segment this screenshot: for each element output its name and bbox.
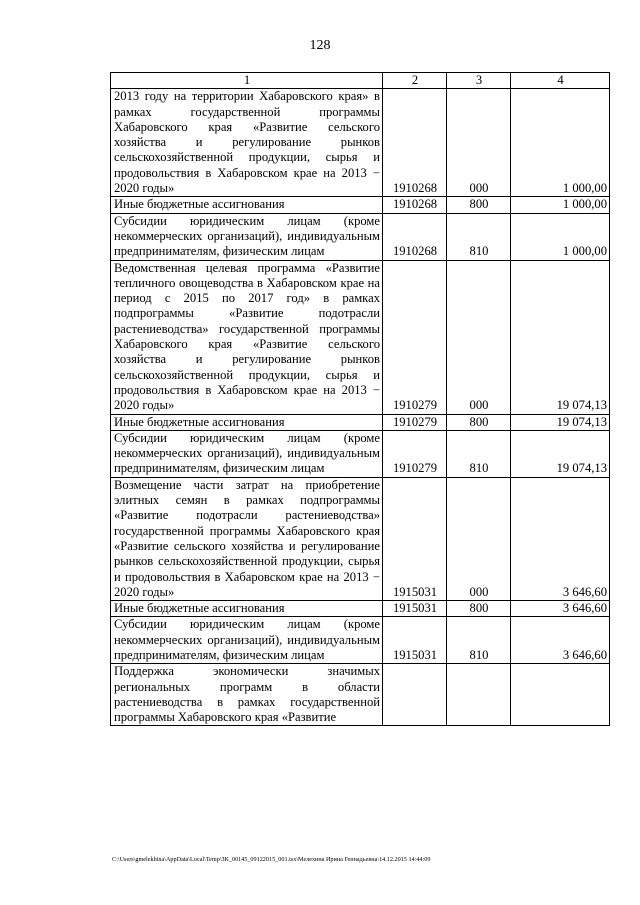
table-row xyxy=(111,601,610,617)
table-row xyxy=(111,617,610,664)
row-amount: 1 000,00 xyxy=(511,213,610,260)
table-row xyxy=(111,213,610,260)
column-header: 2 xyxy=(383,73,447,89)
row-expense-type: 810 xyxy=(447,617,511,664)
row-amount: 3 646,60 xyxy=(511,617,610,664)
table-row xyxy=(111,260,610,414)
row-code: 1915031 xyxy=(383,477,447,600)
row-expense-type: 800 xyxy=(447,601,511,617)
table-row xyxy=(111,430,610,477)
row-expense-type: 800 xyxy=(447,197,511,213)
row-description: Субсидии юридическим лицам (кроме некоммерческих организаций), индивидуальным предпринимателям, физическим лицам xyxy=(111,617,383,664)
budget-table xyxy=(110,72,610,726)
row-code: 1910268 xyxy=(383,213,447,260)
row-expense-type: 000 xyxy=(447,89,511,197)
row-code: 1915031 xyxy=(383,617,447,664)
row-amount: 19 074,13 xyxy=(511,430,610,477)
row-expense-type: 810 xyxy=(447,430,511,477)
row-expense-type: 000 xyxy=(447,477,511,600)
row-amount: 1 000,00 xyxy=(511,197,610,213)
table-row xyxy=(111,414,610,430)
row-amount: 3 646,60 xyxy=(511,477,610,600)
row-description: 2013 году на территории Хабаровского края» в рамках государственной программы Хабаровского края «Развитие сельского хозяйства и регулирование рынков сельскохозяйственной продукции, сырья и продовольствия в Хабаровском крае на 2013 − 2020 годы» xyxy=(111,89,383,197)
column-header: 1 xyxy=(111,73,383,89)
table-header-row xyxy=(111,73,610,89)
row-expense-type: 000 xyxy=(447,260,511,414)
row-expense-type xyxy=(447,664,511,726)
table-row xyxy=(111,664,610,726)
row-amount xyxy=(511,664,610,726)
row-amount: 19 074,13 xyxy=(511,260,610,414)
table-row xyxy=(111,197,610,213)
row-code: 1910279 xyxy=(383,260,447,414)
row-code: 1910268 xyxy=(383,89,447,197)
column-header: 3 xyxy=(447,73,511,89)
row-description: Субсидии юридическим лицам (кроме некоммерческих организаций), индивидуальным предпринимателям, физическим лицам xyxy=(111,430,383,477)
table-row xyxy=(111,89,610,197)
row-expense-type: 810 xyxy=(447,213,511,260)
row-description: Возмещение части затрат на приобретение элитных семян в рамках подпрограммы «Развитие подотрасли растениеводства» государственной программы Хабаровского края «Развитие сельского хозяйства и регулирование рынков сельскохозяйственной продукции, сырья и продовольствия в Хабаровском крае на 2013 − 2020 годы» xyxy=(111,477,383,600)
row-expense-type: 800 xyxy=(447,414,511,430)
row-code: 1915031 xyxy=(383,601,447,617)
row-code: 1910268 xyxy=(383,197,447,213)
row-code xyxy=(383,664,447,726)
row-amount: 19 074,13 xyxy=(511,414,610,430)
row-amount: 1 000,00 xyxy=(511,89,610,197)
row-description: Ведомственная целевая программа «Развитие тепличного овощеводства в Хабаровском крае на период с 2015 по 2017 год» в рамках подпрограммы «Развитие подотрасли растениеводства» государственной программы Хабаровского края «Развитие сельского хозяйства и регулирование рынков сельскохозяйственной продукции, сырья и продовольствия в Хабаровском крае на 2013 − 2020 годы» xyxy=(111,260,383,414)
row-description: Субсидии юридическим лицам (кроме некоммерческих организаций), индивидуальным предпринимателям, физическим лицам xyxy=(111,213,383,260)
row-description: Иные бюджетные ассигнования xyxy=(111,414,383,430)
column-header: 4 xyxy=(511,73,610,89)
row-description: Иные бюджетные ассигнования xyxy=(111,197,383,213)
table-row xyxy=(111,477,610,600)
row-description: Иные бюджетные ассигнования xyxy=(111,601,383,617)
file-path-footer: C:\Users\gmelekhina\AppData\Local\Temp\ЗК_00145_09122015_001.tsx\Мелехина Ирина Геннадьевна\14.12.2015 14:44:09 xyxy=(112,856,431,863)
page-number: 128 xyxy=(309,38,331,53)
row-code: 1910279 xyxy=(383,414,447,430)
row-code: 1910279 xyxy=(383,430,447,477)
row-description: Поддержка экономически значимых региональных программ в области растениеводства в рамках государственной программы Хабаровского края «Развитие xyxy=(111,664,383,726)
row-amount: 3 646,60 xyxy=(511,601,610,617)
